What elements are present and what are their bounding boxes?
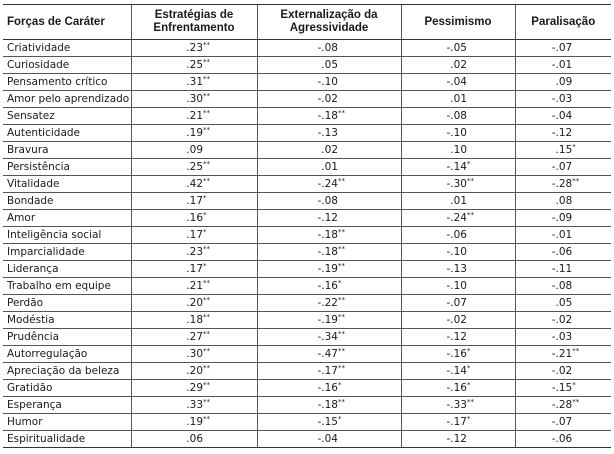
correlation-value: -.03 [551, 331, 573, 343]
cell-pessimismo [401, 91, 515, 108]
correlation-value: -.14 [446, 365, 467, 377]
correlation-value: -.18 [317, 110, 338, 122]
cell-paralisacao [515, 159, 611, 176]
correlation-value: .16 [186, 212, 203, 224]
correlation-value: -.15 [551, 382, 573, 394]
table-row [3, 363, 611, 380]
cell-externalizacao: -.34** [257, 329, 401, 346]
table-row [3, 142, 611, 159]
correlation-value: .01 [321, 161, 338, 173]
row-label: Modéstia [3, 312, 131, 329]
cell-pessimismo [401, 329, 515, 346]
cell-estrategias: .27** [131, 329, 257, 346]
correlation-value: -.16 [317, 382, 338, 394]
cell-paralisacao [515, 244, 611, 261]
cell-pessimismo [401, 431, 515, 448]
correlation-table [3, 4, 611, 448]
row-label: Bondade [3, 193, 131, 210]
correlation-value: .02 [450, 59, 467, 71]
cell-estrategias: .17* [131, 227, 257, 244]
cell-externalizacao: -.18** [257, 397, 401, 414]
correlation-value: -.07 [551, 42, 573, 54]
cell-estrategias: .29** [131, 380, 257, 397]
correlation-value: -.15 [317, 416, 338, 428]
cell-externalizacao [257, 74, 401, 91]
row-label: Curiosidade [3, 57, 131, 74]
cell-externalizacao: -.16* [257, 380, 401, 397]
correlation-value: .01 [450, 93, 467, 105]
cell-estrategias: .17* [131, 193, 257, 210]
cell-estrategias: .20** [131, 295, 257, 312]
cell-estrategias: .23** [131, 244, 257, 261]
row-label: Bravura [3, 142, 131, 159]
row-label: Liderança [3, 261, 131, 278]
cell-externalizacao: -.19** [257, 261, 401, 278]
cell-estrategias: .23** [131, 40, 257, 57]
correlation-value: -.08 [317, 195, 338, 207]
header-externalizacao-da-agressividade [257, 5, 401, 40]
correlation-value: -.28 [551, 178, 573, 190]
table-row [3, 261, 611, 278]
correlation-value: -.07 [551, 416, 573, 428]
correlation-value: .31 [186, 76, 203, 88]
cell-pessimismo [401, 40, 515, 57]
correlation-value: -.12 [446, 433, 467, 445]
cell-paralisacao [515, 125, 611, 142]
correlation-value: .18 [186, 314, 203, 326]
header-row [3, 5, 611, 40]
correlation-value: -.22 [317, 297, 338, 309]
row-label: Criatividade [3, 40, 131, 57]
cell-pessimismo: -.33** [401, 397, 515, 414]
correlation-value: .30 [186, 93, 203, 105]
correlation-value: .10 [450, 144, 467, 156]
cell-pessimismo [401, 295, 515, 312]
correlation-value: .23 [186, 42, 203, 54]
correlation-value: -.21 [551, 348, 573, 360]
table-row [3, 227, 611, 244]
correlation-value: -.07 [446, 297, 467, 309]
cell-paralisacao [515, 295, 611, 312]
cell-paralisacao: .15* [515, 142, 611, 159]
correlation-value: .17 [186, 195, 203, 207]
cell-paralisacao [515, 227, 611, 244]
correlation-value: -.04 [551, 110, 573, 122]
correlation-value: -.16 [317, 280, 338, 292]
correlation-value: -.06 [551, 246, 573, 258]
correlation-value: -.02 [317, 93, 338, 105]
table-row [3, 210, 611, 227]
correlation-value: -.12 [551, 127, 573, 139]
cell-paralisacao [515, 40, 611, 57]
table-row [3, 108, 611, 125]
table-row [3, 159, 611, 176]
cell-estrategias: .18** [131, 312, 257, 329]
cell-paralisacao [515, 91, 611, 108]
cell-pessimismo [401, 74, 515, 91]
cell-paralisacao [515, 278, 611, 295]
correlation-value: .25 [186, 161, 203, 173]
header-externalizacao-line1: Externalização da [280, 9, 378, 21]
row-label: Humor [3, 414, 131, 431]
header-forcas-de-carater: Forças de Caráter [3, 5, 131, 40]
row-label: Amor [3, 210, 131, 227]
cell-pessimismo: -.16* [401, 380, 515, 397]
table-row [3, 244, 611, 261]
cell-externalizacao [257, 91, 401, 108]
correlation-value: .21 [186, 110, 203, 122]
cell-pessimismo [401, 227, 515, 244]
correlation-value: .15 [555, 144, 573, 156]
correlation-value: -.16 [446, 382, 467, 394]
correlation-value: -.04 [446, 76, 467, 88]
cell-pessimismo: -.17* [401, 414, 515, 431]
cell-estrategias [131, 142, 257, 159]
cell-pessimismo [401, 312, 515, 329]
correlation-value: .06 [186, 433, 203, 445]
cell-estrategias: .31** [131, 74, 257, 91]
correlation-value: -.02 [551, 314, 573, 326]
cell-estrategias: .16* [131, 210, 257, 227]
cell-pessimismo [401, 125, 515, 142]
cell-estrategias: .17* [131, 261, 257, 278]
cell-estrategias: .25** [131, 159, 257, 176]
correlation-value: -.01 [551, 229, 573, 241]
cell-pessimismo [401, 193, 515, 210]
row-label: Autorregulação [3, 346, 131, 363]
cell-paralisacao: -.15* [515, 380, 611, 397]
correlation-value: .08 [555, 195, 573, 207]
correlation-value: .19 [186, 127, 203, 139]
header-estrategias-line1: Estratégias de [154, 9, 234, 21]
correlation-value: -.18 [317, 246, 338, 258]
header-externalizacao-line2: Agressividade [289, 22, 369, 34]
correlation-value: -.24 [446, 212, 467, 224]
cell-pessimismo [401, 108, 515, 125]
correlation-value: .09 [555, 76, 573, 88]
correlation-value: -.12 [446, 331, 467, 343]
correlation-value: -.18 [317, 399, 338, 411]
cell-paralisacao [515, 312, 611, 329]
cell-estrategias: .19** [131, 125, 257, 142]
correlation-value: .20 [186, 297, 203, 309]
row-label: Apreciação da beleza [3, 363, 131, 380]
correlation-value: -.06 [551, 433, 573, 445]
correlation-value: -.34 [317, 331, 338, 343]
cell-externalizacao [257, 142, 401, 159]
correlation-value: -.10 [446, 246, 467, 258]
cell-estrategias: .21** [131, 108, 257, 125]
cell-estrategias: .33** [131, 397, 257, 414]
table-row [3, 278, 611, 295]
row-label: Espiritualidade [3, 431, 131, 448]
table-row [3, 91, 611, 108]
cell-externalizacao [257, 431, 401, 448]
row-label: Persistência [3, 159, 131, 176]
row-label: Inteligência social [3, 227, 131, 244]
row-label: Autenticidade [3, 125, 131, 142]
table-row [3, 397, 611, 414]
correlation-value: -.16 [446, 348, 467, 360]
table-row [3, 125, 611, 142]
correlation-value: -.06 [446, 229, 467, 241]
table-row [3, 414, 611, 431]
row-label: Pensamento crítico [3, 74, 131, 91]
correlation-value: -.08 [317, 42, 338, 54]
correlation-value: -.11 [551, 263, 573, 275]
correlation-value: .19 [186, 416, 203, 428]
correlation-value: -.13 [446, 263, 467, 275]
table-row [3, 57, 611, 74]
cell-externalizacao: -.47** [257, 346, 401, 363]
cell-paralisacao [515, 261, 611, 278]
cell-externalizacao: -.15* [257, 414, 401, 431]
cell-pessimismo [401, 244, 515, 261]
row-label: Esperança [3, 397, 131, 414]
correlation-value: -.14 [446, 161, 467, 173]
table-body [3, 40, 611, 448]
cell-estrategias: .30** [131, 346, 257, 363]
correlation-value: -.07 [551, 161, 573, 173]
correlation-value: -.30 [446, 178, 467, 190]
correlation-value: .05 [321, 59, 338, 71]
correlation-value: -.24 [317, 178, 338, 190]
cell-pessimismo: -.16* [401, 346, 515, 363]
cell-externalizacao [257, 193, 401, 210]
table-row [3, 40, 611, 57]
cell-pessimismo: -.30** [401, 176, 515, 193]
cell-externalizacao [257, 159, 401, 176]
correlation-value: .01 [450, 195, 467, 207]
correlation-value: .29 [186, 382, 203, 394]
correlation-value: .17 [186, 263, 203, 275]
correlation-value: -.28 [551, 399, 573, 411]
cell-externalizacao [257, 210, 401, 227]
row-label: Trabalho em equipe [3, 278, 131, 295]
cell-externalizacao: -.19** [257, 312, 401, 329]
cell-externalizacao [257, 40, 401, 57]
correlation-value: -.02 [446, 314, 467, 326]
cell-externalizacao: -.24** [257, 176, 401, 193]
table-row [3, 346, 611, 363]
correlation-value: -.09 [551, 212, 573, 224]
cell-pessimismo: -.14* [401, 363, 515, 380]
correlation-value: .09 [186, 144, 203, 156]
cell-externalizacao [257, 57, 401, 74]
cell-externalizacao: -.18** [257, 244, 401, 261]
correlation-value: -.03 [551, 93, 573, 105]
row-label: Imparcialidade [3, 244, 131, 261]
cell-paralisacao [515, 329, 611, 346]
cell-paralisacao [515, 431, 611, 448]
cell-externalizacao: -.18** [257, 227, 401, 244]
header-estrategias-de-enfrentamento [131, 5, 257, 40]
row-label: Vitalidade [3, 176, 131, 193]
table-row [3, 380, 611, 397]
correlation-value: .17 [186, 229, 203, 241]
cell-paralisacao [515, 57, 611, 74]
correlation-value: .33 [186, 399, 203, 411]
header-estrategias-line2: Enfrentamento [153, 22, 235, 34]
cell-paralisacao [515, 414, 611, 431]
row-label: Sensatez [3, 108, 131, 125]
cell-externalizacao: -.17** [257, 363, 401, 380]
cell-externalizacao: -.18** [257, 108, 401, 125]
correlation-value: -.04 [317, 433, 338, 445]
correlation-value: -.47 [317, 348, 338, 360]
cell-estrategias: .21** [131, 278, 257, 295]
correlation-value: -.08 [446, 110, 467, 122]
correlation-value: -.12 [317, 212, 338, 224]
cell-estrategias: .42** [131, 176, 257, 193]
correlation-value: .42 [186, 178, 203, 190]
correlation-value: .23 [186, 246, 203, 258]
table-row [3, 431, 611, 448]
correlation-value: -.10 [317, 76, 338, 88]
table-row [3, 295, 611, 312]
header-paralisacao: Paralisação [515, 5, 611, 40]
cell-paralisacao: -.28** [515, 176, 611, 193]
row-label: Gratidão [3, 380, 131, 397]
correlation-value: -.13 [317, 127, 338, 139]
correlation-value: -.08 [551, 280, 573, 292]
cell-estrategias: .25** [131, 57, 257, 74]
table-row [3, 312, 611, 329]
cell-estrategias: .30** [131, 91, 257, 108]
correlation-value: .27 [186, 331, 203, 343]
cell-paralisacao [515, 193, 611, 210]
correlation-value: -.10 [446, 127, 467, 139]
cell-paralisacao: -.21** [515, 346, 611, 363]
table-row [3, 74, 611, 91]
correlation-value: -.17 [317, 365, 338, 377]
cell-estrategias: .20** [131, 363, 257, 380]
cell-paralisacao [515, 363, 611, 380]
correlation-value: -.19 [317, 263, 338, 275]
header-pessimismo: Pessimismo [401, 5, 515, 40]
correlation-value: .25 [186, 59, 203, 71]
correlation-value: -.05 [446, 42, 467, 54]
correlation-value: -.18 [317, 229, 338, 241]
correlation-value: -.17 [446, 416, 467, 428]
cell-estrategias: .19** [131, 414, 257, 431]
correlation-value: .30 [186, 348, 203, 360]
correlation-value: -.10 [446, 280, 467, 292]
cell-pessimismo [401, 142, 515, 159]
row-label: Amor pelo aprendizado [3, 91, 131, 108]
correlation-value: .05 [555, 297, 573, 309]
cell-externalizacao [257, 125, 401, 142]
cell-pessimismo [401, 278, 515, 295]
table-row [3, 329, 611, 346]
correlation-value: -.01 [551, 59, 573, 71]
cell-pessimismo [401, 261, 515, 278]
correlation-value: .02 [321, 144, 338, 156]
correlation-value: -.19 [317, 314, 338, 326]
cell-paralisacao [515, 74, 611, 91]
correlation-value: .21 [186, 280, 203, 292]
cell-pessimismo: -.14* [401, 159, 515, 176]
table-row [3, 193, 611, 210]
cell-pessimismo: -.24** [401, 210, 515, 227]
cell-externalizacao: -.22** [257, 295, 401, 312]
cell-paralisacao [515, 210, 611, 227]
cell-estrategias [131, 431, 257, 448]
table-row [3, 176, 611, 193]
row-label: Prudência [3, 329, 131, 346]
cell-externalizacao: -.16* [257, 278, 401, 295]
cell-pessimismo [401, 57, 515, 74]
correlation-value: -.02 [551, 365, 573, 377]
cell-paralisacao: -.28** [515, 397, 611, 414]
cell-paralisacao [515, 108, 611, 125]
correlation-value: -.33 [446, 399, 467, 411]
correlation-value: .20 [186, 365, 203, 377]
row-label: Perdão [3, 295, 131, 312]
